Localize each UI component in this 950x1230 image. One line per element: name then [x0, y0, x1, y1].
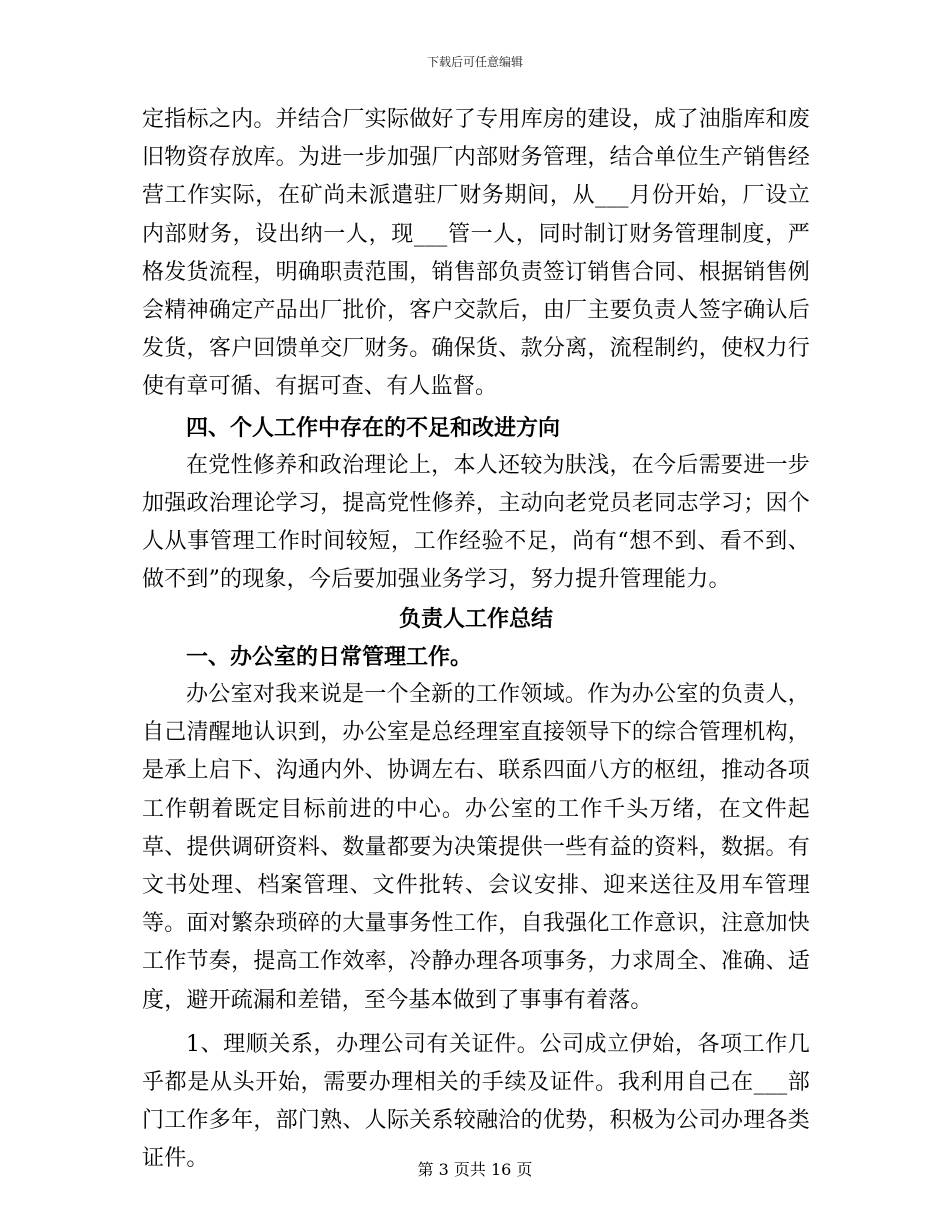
section-heading-office-management: 一、办公室的日常管理工作。 [186, 643, 473, 670]
paragraph-office-management: 办公室对我来说是一个全新的工作领域。作为办公室的负责人，自己清醒地认识到，办公室是总经理室直接领导下的综合管理机构，是承上启下、沟通内外、协调左右、联系四面八方的枢纽，推动各项工作朝着既定目标前进的中心。办公室的工作千头万绪，在文件起草、提供调研资料、数量都要为决策提供一些有益的资料，数据。有文书处理、档案管理、文件批转、会议安排、迎来送往及用车管理等。面对繁杂琐碎的大量事务性工作，自我强化工作意识，注意加快工作节奏，提高工作效率，冷静办理各项事务，力求周全、准确、适度，避开疏漏和差错，至今基本做到了事事有着落。 [142, 682, 810, 1013]
document-body [142, 101, 810, 1179]
page-header: 下载后可任意编辑 [426, 55, 523, 69]
paragraph-certificates: 1、理顺关系，办理公司有关证件。公司成立伊始，各项工作几乎都是从头开始，需要办理相关的手续及证件。我利用自己在___部门工作多年，部门熟、人际关系较融洽的优势，积极为公司办理各类证件。 [142, 1031, 810, 1172]
document-title: 负责人工作总结 [398, 605, 553, 632]
section-heading-shortcomings: 四、个人工作中存在的不足和改进方向 [186, 414, 561, 441]
paragraph-financial-management: 定指标之内。并结合厂实际做好了专用库房的建设，成了油脂库和废旧物资存放库。为进一步加强厂内部财务管理，结合单位生产销售经营工作实际，在矿尚未派遣驻厂财务期间，从___月份开始，厂设立内部财务，设出纳一人，现___管一人，同时制订财务管理制度，严格发货流程，明确职责范围，销售部负责签订销售合同、根据销售例会精神确定产品出厂批价，客户交款后，由厂主要负责人签字确认后发货，客户回馈单交厂财务。确保货、款分离，流程制约，使权力行使有章可循、有据可查、有人监督。 [142, 107, 810, 400]
page-footer: 第 3 页共 16 页 [417, 1160, 533, 1179]
paragraph-shortcomings: 在党性修养和政治理论上，本人还较为肤浅，在今后需要进一步加强政治理论学习，提高党性修养，主动向老党员老同志学习；因个人从事管理工作时间较短，工作经验不足，尚有“想不到、看不到、做不到”的现象，今后要加强业务学习，努力提升管理能力。 [142, 452, 810, 593]
